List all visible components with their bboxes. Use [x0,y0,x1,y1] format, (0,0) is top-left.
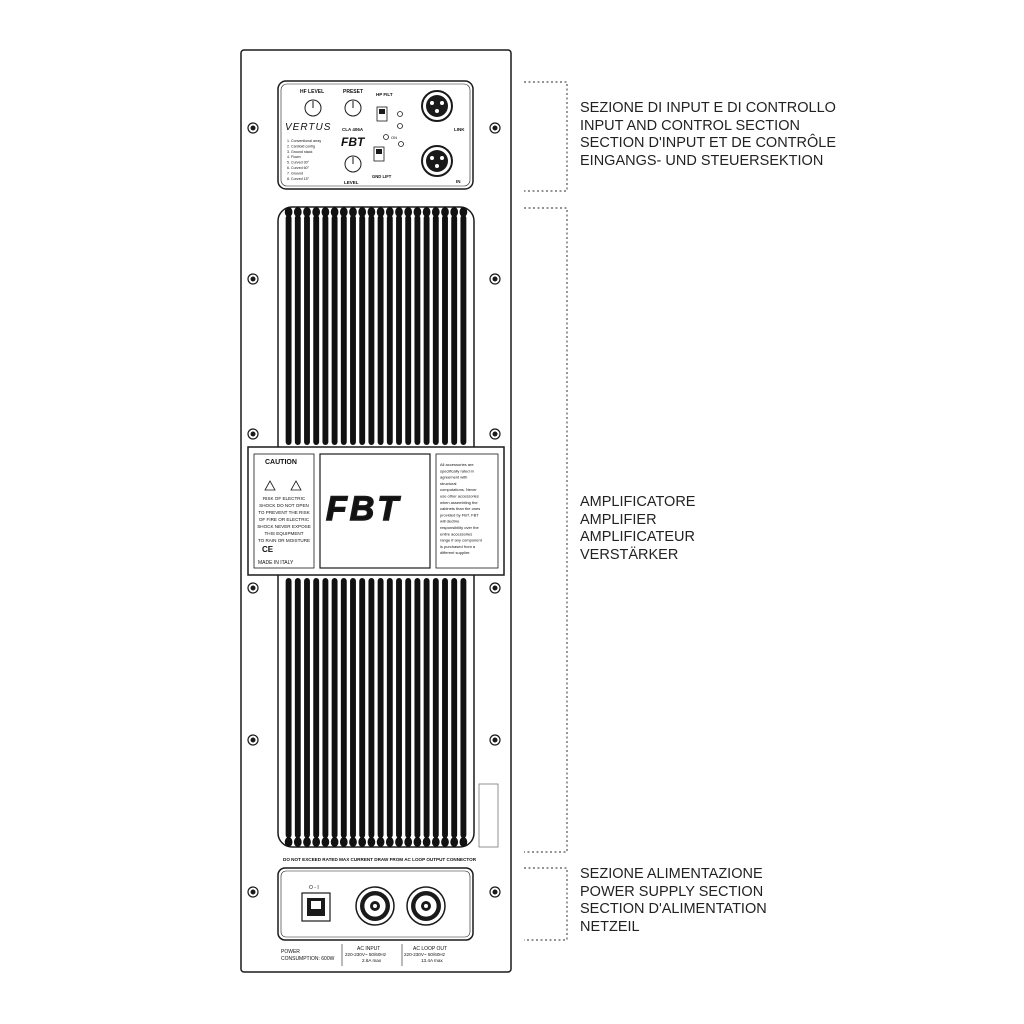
heatsink-fin [322,215,328,445]
callout-line: VERSTÄRKER [580,546,679,563]
callout-line: SEZIONE DI INPUT E DI CONTROLLO [580,100,836,116]
heatsink-fin [442,215,448,445]
warning-line: OF FIRE OR ELECTRIC [258,517,310,522]
heatsink-fin [350,578,356,838]
ac-loop-spec: 220-230V~ 50/60Hz [404,952,445,957]
warning-line: TO RAIN OR MOISTURE [257,538,311,543]
heatsink-fin [424,215,430,445]
accessory-line: use other accessories [440,493,479,499]
heatsink-fin [313,578,319,838]
heatsink-fin [387,578,393,838]
heatsink-fin [286,215,292,445]
on-led [384,135,389,140]
preset-item: 1. Conventional array [287,139,322,143]
bracket-input-control [524,82,567,191]
screw-icon [248,735,258,745]
heatsink-fin [341,578,347,838]
heatsink-fin [405,578,411,838]
panel-logo: FBT [341,135,365,149]
heatsink-fin [332,215,338,445]
screw-icon [490,274,500,284]
warning-line: SHOCK DO NOT OPEN [259,503,309,508]
screw-icon [248,429,258,439]
warning-line: THIS EQUIPMENT [264,531,304,536]
ac-input-label: AC INPUT [357,946,381,952]
heatsink-fin [322,578,328,838]
made-in-italy: MADE IN ITALY [258,560,294,566]
accessory-line: structural [440,480,457,486]
heatsink-fin [451,578,457,838]
accessory-line: when assembling the [440,499,478,505]
power-warning-text: DO NOT EXCEED RATED MAX CURRENT DRAW FROM AC LOOP OUTPUT CONNECTOR [283,857,477,862]
preset-item: 8. Curved 15° [287,176,310,181]
gnd-lift-label: GND LIFT [372,174,392,179]
callout-line: POWER SUPPLY SECTION [580,883,764,900]
screw-icon [490,123,500,133]
heatsink-fin [460,215,466,445]
callout-line: AMPLIFICATORE [580,494,696,510]
callout-input-control [580,100,836,170]
heatsink-fin [424,578,430,838]
link-label: LINK [454,127,465,132]
heatsink-fin [332,578,338,838]
heatsink-fin [368,578,374,838]
screw-icon [248,583,258,593]
preset-item: 4. Flown [287,155,301,160]
power-label: POWER [281,949,300,955]
in-label: IN [456,179,461,184]
preset-item: 7. Ground [287,171,303,176]
bracket-amplifier [524,208,567,852]
heatsink-fin [359,578,365,838]
warning-line: TO PREVENT THE RISK [258,510,310,515]
warning-line: RISK OF ELECTRIC [262,496,306,501]
screw-icon [490,735,500,745]
brand-model: VERTUS [285,122,332,133]
callout-line: EINGANGS- UND STEUERSEKTION [580,152,824,169]
heatsink-fin [295,215,301,445]
callout-line: NETZEIL [580,918,640,935]
accessory-line: entire accessories [440,531,473,537]
callout-brackets [524,82,567,940]
warning-line: SHOCK NEVER EXPOSE [257,524,311,529]
ce-mark: CE [262,545,274,554]
bracket-power-supply [524,868,567,940]
heatsink-fin [368,215,374,445]
heatsink-fin [433,578,439,838]
level-label: LEVEL [344,180,359,185]
heatsink-fin [295,578,301,838]
power-supply-panel [278,868,473,940]
accessory-line: responsibility over the [440,525,479,530]
heatsink-fin [396,578,402,838]
power-switch-marks: O - I [309,885,319,891]
accessory-line: is purchased from a [440,543,476,549]
amp-label-plate [248,447,504,575]
heatsink-fin [396,215,402,445]
ac-input-current: 2.6A max [362,958,382,963]
ac-loop-label: AC LOOP OUT [413,946,448,952]
callout-line: AMPLIFIER [580,511,657,528]
heatsink-fin [442,578,448,838]
heatsink-fin [433,215,439,445]
callout-power-supply [580,866,767,936]
heatsink-fin [313,215,319,445]
heatsink-fin [451,215,457,445]
preset-item: 2. Cardioid config [287,144,315,149]
heatsink-fin [304,215,310,445]
input-control-panel [278,81,473,189]
accessory-line: cabinets than the ones [440,506,481,512]
heatsink-fin [359,215,365,445]
preset-label: PRESET [343,89,364,95]
limit-led [398,124,403,129]
heatsink-fin [350,215,356,445]
screw-icon [248,887,258,897]
heatsink-fin [460,578,466,838]
callout-line: INPUT AND CONTROL SECTION [580,117,800,134]
hp-filt-label: HP FILT [376,92,393,97]
accessory-line: All accessories are [440,462,474,467]
heatsink-fin [378,215,384,445]
heatsink-fin [341,215,347,445]
accessory-line: specifically rated in [440,468,474,474]
screw-icon [490,583,500,593]
callout-amplifier [580,494,695,564]
callout-line: SECTION D'ALIMENTATION [580,901,767,918]
preset-item: 5. Curved 30° [287,160,310,165]
accessory-line: agreement with [440,474,468,480]
preset-item: 3. Ground stack [287,149,313,154]
callout-line: SEZIONE ALIMENTAZIONE [580,866,763,882]
model-number: CLA 406A [342,127,364,132]
callout-line: SECTION D'INPUT ET DE CONTRÔLE [580,135,837,152]
heatsink-fin [378,578,384,838]
ac-loop-current: 13.4A max [421,958,443,963]
accessory-line: provided by FBT. FBT [440,512,479,518]
heatsink-fin [414,578,420,838]
consumption-label: CONSUMPTION: 600W [281,956,335,962]
preset-item: 6. Curved 60° [287,166,310,170]
serial-label [479,784,498,847]
accessory-line: will decline [440,518,460,524]
accessory-line: range if any component [440,537,482,543]
heatsink-fin [405,215,411,445]
heatsink-fin [304,578,310,838]
screw-icon [490,887,500,897]
callout-line: AMPLIFICATEUR [580,529,695,546]
accessory-line: different supplier. [440,550,471,556]
amp-logo: FBT [326,490,402,528]
accessory-line: computations. Never [440,487,477,493]
signal-led [398,112,403,117]
screw-icon [248,123,258,133]
heatsink-fin [387,215,393,445]
ac-input-spec: 220-230V~ 50/60Hz [345,952,386,957]
heatsink-fin [286,578,292,838]
hf-level-label: HF LEVEL [300,89,325,95]
on-label: ON [391,135,397,140]
caution-title: CAUTION [265,459,297,466]
heatsink-fin [414,215,420,445]
peak-led [399,142,404,147]
screw-icon [490,429,500,439]
screw-icon [248,274,258,284]
